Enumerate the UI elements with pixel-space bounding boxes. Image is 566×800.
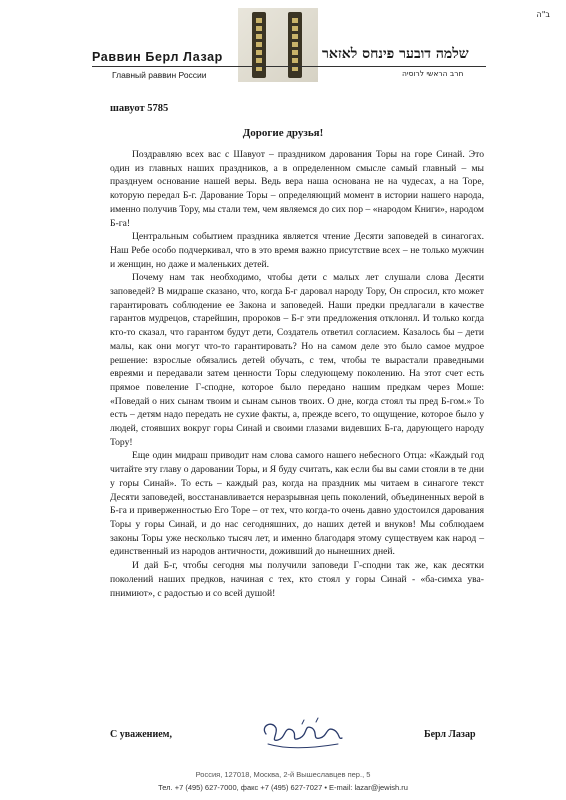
paragraph: Почему нам так необходимо, чтобы дети с малых лет слушали слова Десяти заповедей? В мидраше сказано, что, когда Б-г даровал народу Тору, Он спросил, кто может гарантировать соблюдение ее Закона и заповедей. Наши предки предлагали в качестве гарантов мудрецов, старейшин, пророков – Б-г эти предложения отклонял. И только когда кто-то сказал, что гарантом будут дети, Создатель ответил согласием. Казалось бы – дети малы, как они могут что-то гарантировать? Но на самом деле это было самое мудрое решение: взрослые обязались детей обучать, с тем, чтобы те вырастали праведными евреями и передавали затем ценности Торы следующему поколению. На этот счет есть прямое повеление Г-сподне, которое было передано нашим предкам через Моше: «Поведай о них сынам твоим и сынам сынов твоих. О дне, когда стоял ты пред Б-гом.» То есть – детям надо передать не сухие факты, а, прежде всего, то ощущение, которое было у людей, стоявших вокруг горы Синай и своими глазами видевших Б-га, дарующего народу Тору!	[110, 272, 484, 448]
logo-image	[238, 8, 318, 82]
paragraph: И дай Б-г, чтобы сегодня мы получили заповеди Г-сподни так же, как десятки поколений наших предков, начиная с тех, кто стоял у горы Синай - «ба-симха ува-пнимиют», с радостью и со всей душой!	[110, 560, 484, 599]
letter-greeting: Дорогие друзья!	[242, 127, 324, 139]
rabbi-name-ru: Раввин Берл Лазар	[92, 50, 223, 64]
footer-address: Россия, 127018, Москва, 2-й Вышеславцев пер., 5	[195, 770, 371, 779]
logo-bar-left	[252, 12, 266, 78]
rabbi-title-ru: Главный раввин России	[112, 70, 207, 80]
footer-contacts: Тел. +7 (495) 627-7000, факс +7 (495) 627-7027 • E-mail: lazar@jewish.ru	[158, 783, 408, 792]
rabbi-title-he: חרב הראשי לרוסיה	[402, 69, 464, 78]
bh-mark: ב"ה	[536, 10, 550, 19]
handwritten-signature	[258, 716, 344, 754]
signer-name: Берл Лазар	[424, 729, 476, 740]
closing-text: С уважением,	[110, 729, 172, 740]
paragraph: Центральным событием праздника является чтение Десяти заповедей в синагогах. Наш Ребе особо подчеркивал, что в это время важно присутствие всех – не только мужчин и женщин, но даже и маленьких детей.	[110, 231, 484, 270]
rabbi-name-he: שלמה דובער פינחס לאזאר	[322, 46, 469, 62]
paragraph: Поздравляю всех вас с Шавуот – праздником дарования Торы на горе Синай. Это один из главных наших праздников, а в определенном смысле самый главный – мы празднуем основание нашей веры. Ведь вера наша основана не на чудесах, а на Торе, которую передал Б-г. Дарование Торы – определяющий момент в истории нашего народа, именно получив Тору, мы стали тем, чем являемся до сих пор – «народом Книги», народом Б-га!	[110, 149, 484, 229]
header-rule	[92, 66, 486, 67]
letter-date: шавуот 5785	[110, 103, 169, 114]
letter-body	[110, 148, 484, 600]
logo-bar-right	[288, 12, 302, 78]
paragraph: Еще один мидраш приводит нам слова самого нашего небесного Отца: «Каждый год читайте эту главу о даровании Торы, и Я буду считать, как если бы вы сами стояли в те дни у горы Синай». То есть – каждый раз, когда на праздник мы читаем в синагоге текст Десяти заповедей, восстанавливается неразрывная цепь поколений, объединенных верой в Б-га и приверженностью Его Торе – от тех, что когда-то очень давно удостоился дарования Торы у горы Синай, и до нас сегодняшних, до наших детей и внуков! Мы соблюдаем законы Торы уже несколько тысяч лет, и именно благодаря этому существуем как народ – единственный из народов античности, доживший до нынешних дней.	[110, 450, 484, 558]
